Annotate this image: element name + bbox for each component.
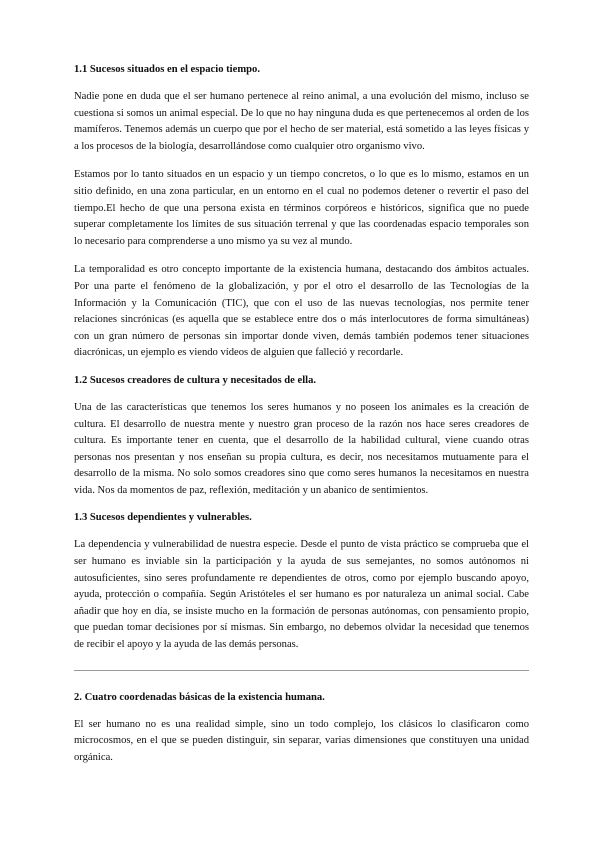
paragraph-2-a: El ser humano no es una realidad simple, sino un todo complejo, los clásicos lo clasificaron como microcosmos, en el que se pueden distinguir, sin separar, varias dimensiones que constituyen una unidad orgánica. <box>74 718 529 763</box>
section-divider <box>74 670 529 671</box>
section-heading-1-2: 1.2 Sucesos creadores de cultura y necesitados de ella. <box>74 374 317 386</box>
paragraph-1-1-b: Estamos por lo tanto situados en un espacio y un tiempo concretos, o lo que es lo mismo, estamos en un sitio definido, en una zona particular, en un entorno en el cual no podemos detener o revertir el paso del tiempo.El hecho de que una persona exista en términos corpóreos e históricos, significa que no puede superar completamente los límites de sus situación terrenal y que las coordenadas espacio temporales son lo necesario para comprenderse a uno mismo ya su vez al mundo. <box>74 169 529 247</box>
section-heading-2: 2. Cuatro coordenadas básicas de la existencia humana. <box>74 691 325 703</box>
paragraph-1-3-a: La dependencia y vulnerabilidad de nuestra especie. Desde el punto de vista práctico se comprueba que el ser humano es inviable sin la participación y la ayuda de sus semejantes, no somos autónomos ni autosuficientes, sino seres profundamente re dependientes de otros, como por ejemplo buscando apoyo, ayuda, protección o compañía. Según Aristóteles el ser humano es por naturaleza un animal social. Cabe añadir que hoy en día, se insiste mucho en la formación de personas autónomas, con pensamiento propio, que puedan tomar decisiones por sí mismas. Sin embargo, no debemos olvidar la necesidad que tenemos de recibir el apoyo y la ayuda de las demás personas. <box>74 539 529 651</box>
paragraph-1-1-a: Nadie pone en duda que el ser humano pertenece al reino animal, a una evolución del mismo, incluso se cuestiona si somos un animal especial. De lo que no hay ninguna duda es que pertenecemos al orden de los mamíferos. Tenemos además un cuerpo que por el hecho de ser material, está sometido a las leyes físicas y a los procesos de la biología, desarrollándose como cualquier otro organismo vivo. <box>74 91 529 152</box>
section-heading-1-1: 1.1 Sucesos situados en el espacio tiempo. <box>74 64 260 75</box>
paragraph-1-2-a: Una de las características que tenemos los seres humanos y no poseen los animales es la creación de cultura. El desarrollo de nuestra mente y nuestro gran proceso de la razón nos hace seres creadores de cultura. Es importante tener en cuenta, que el desarrollo de la habilidad cultural, viene cuando otras personas nos presentan y nos enseñan su propia cultura, es decir, nos necesitamos mutuamente para el desarrollo de la misma. No solo somos creadores sino que como seres humanos la necesitamos en nuestra vida. Nos da momentos de paz, reflexión, meditación y un abanico de sentimientos. <box>74 401 529 496</box>
document-page <box>74 63 529 778</box>
paragraph-1-1-c: La temporalidad es otro concepto importante de la existencia humana, destacando dos ámbitos actuales. Por una parte el fenómeno de la globalización, y por el otro el desarrollo de las Tecnologías de la Información y la Comunicación (TIC), que con el uso de las nuevas tecnologías, nos permite tener relaciones sincrónicas (es aquella que se establece entre dos o más interlocutores de forma simultáneas) con un gran número de personas sin importar donde viven, demás también podemos tener situaciones diacrónicas, un ejemplo es viendo vídeos de alguien que falleció y recordarle. <box>74 264 529 359</box>
section-heading-1-3: 1.3 Sucesos dependientes y vulnerables. <box>74 512 252 524</box>
